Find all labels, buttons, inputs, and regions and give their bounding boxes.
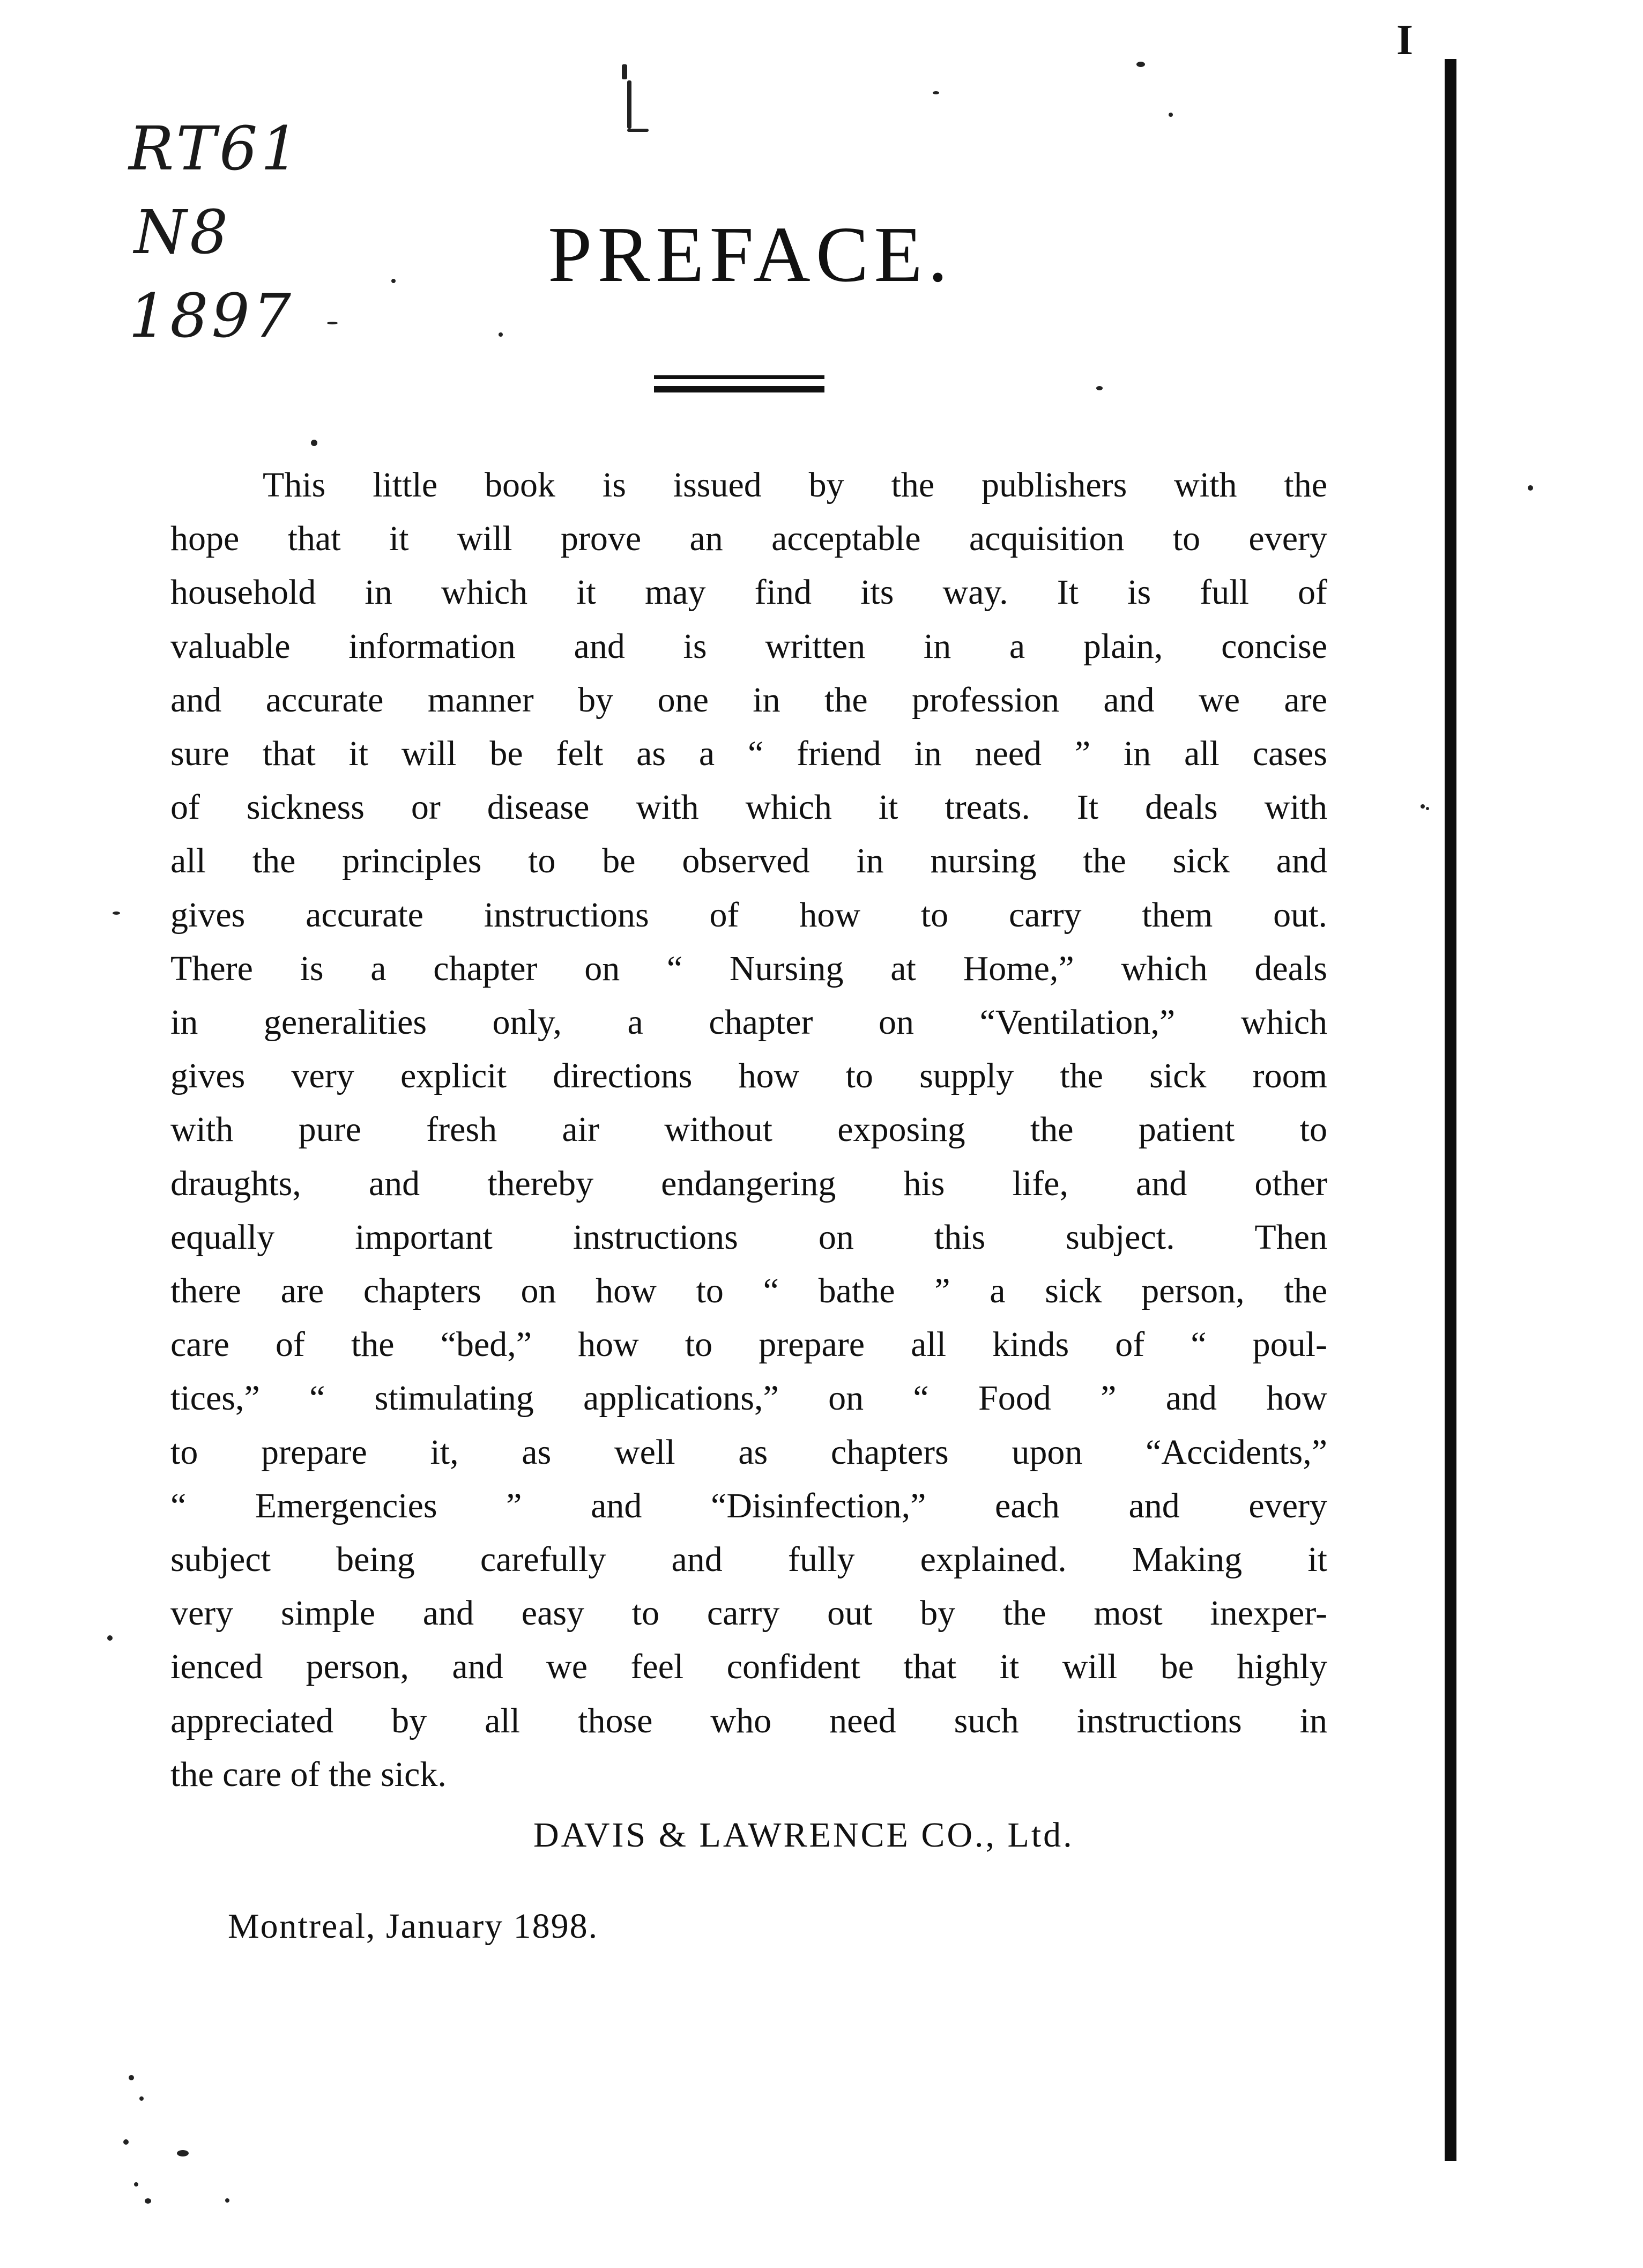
body-line: in generalities only, a chapter on “Ventilation,” which xyxy=(170,1003,1327,1042)
scan-speck xyxy=(1421,804,1425,809)
body-line: there are chapters on how to “ bathe ” a sick person, the xyxy=(170,1271,1327,1311)
body-line: sure that it will be felt as a “ friend in need ” in all cases xyxy=(170,734,1327,774)
scan-speck xyxy=(1136,62,1145,67)
scan-speck xyxy=(627,80,631,129)
scan-speck xyxy=(933,91,939,94)
scan-speck xyxy=(622,64,627,79)
page-number: I xyxy=(1396,17,1414,64)
page-title: PREFACE. xyxy=(548,211,953,299)
title-rule-bottom xyxy=(654,386,824,392)
scan-speck xyxy=(391,279,396,283)
body-line: household in which it may find its way. It is full of xyxy=(170,573,1327,612)
body-line: appreciated by all those who need such instructions in xyxy=(170,1701,1327,1740)
body-line: to prepare it, as well as chapters upon “Accidents,” xyxy=(170,1432,1327,1472)
preface-body xyxy=(170,458,1327,1802)
body-line: equally important instructions on this subject. Then xyxy=(170,1217,1327,1257)
scan-speck xyxy=(225,2198,229,2203)
scan-speck xyxy=(1096,386,1103,390)
body-line: the care of the sick. xyxy=(170,1754,447,1794)
title-rule-top xyxy=(654,375,824,379)
scan-speck xyxy=(311,440,317,446)
body-line: There is a chapter on “ Nursing at Home,” which deals xyxy=(170,948,1327,988)
scan-speck xyxy=(627,129,649,132)
body-line: subject being carefully and fully explained. Making it xyxy=(170,1540,1327,1580)
body-line: hope that it will prove an acceptable acquisition to every xyxy=(170,519,1327,559)
scan-speck xyxy=(123,2139,129,2145)
scan-speck xyxy=(1528,485,1533,491)
body-line: “ Emergencies ” and “Disinfection,” each and every xyxy=(170,1486,1327,1525)
body-line: valuable information and is written in a plain, concise xyxy=(170,626,1327,666)
scan-speck xyxy=(327,322,338,324)
scan-speck xyxy=(139,2096,144,2101)
publisher-signature: DAVIS & LAWRENCE CO., Ltd. xyxy=(533,1815,1074,1855)
body-line: care of the “bed,” how to prepare all kinds of “ poul- xyxy=(170,1325,1327,1365)
body-line: This little book is issued by the publishers with the xyxy=(263,465,1327,505)
scan-edge-bar xyxy=(1445,59,1456,2161)
call-number-line-1: RT61 xyxy=(129,114,302,184)
body-line: with pure fresh air without exposing the patient to xyxy=(170,1110,1327,1150)
scan-speck xyxy=(113,911,120,915)
body-line: all the principles to be observed in nursing the sick and xyxy=(170,841,1327,881)
scan-speck xyxy=(107,1635,113,1641)
call-number-line-3: 1897 xyxy=(129,281,295,351)
scan-speck xyxy=(499,332,503,337)
dateline: Montreal, January 1898. xyxy=(228,1907,599,1946)
scan-speck xyxy=(177,2150,189,2156)
body-line: draughts, and thereby endangering his life, and other xyxy=(170,1163,1327,1203)
scan-speck xyxy=(134,2182,138,2187)
body-line: gives very explicit directions how to supply the sick room xyxy=(170,1056,1327,1096)
scan-speck xyxy=(1426,807,1429,810)
body-line: very simple and easy to carry out by the most inexper- xyxy=(170,1593,1327,1633)
scan-speck xyxy=(145,2198,151,2204)
scan-speck xyxy=(129,2075,134,2080)
body-line: of sickness or disease with which it treats. It deals with xyxy=(170,788,1327,827)
call-number-line-2: N8 xyxy=(134,198,232,268)
body-line: and accurate manner by one in the profession and we are xyxy=(170,680,1327,720)
body-line: ienced person, and we feel confident that it will be highly xyxy=(170,1647,1327,1687)
scan-speck xyxy=(1169,113,1173,117)
handwritten-call-number xyxy=(129,107,306,358)
body-line: tices,” “ stimulating applications,” on “ Food ” and how xyxy=(170,1378,1327,1418)
body-line: gives accurate instructions of how to carry them out. xyxy=(170,895,1327,935)
